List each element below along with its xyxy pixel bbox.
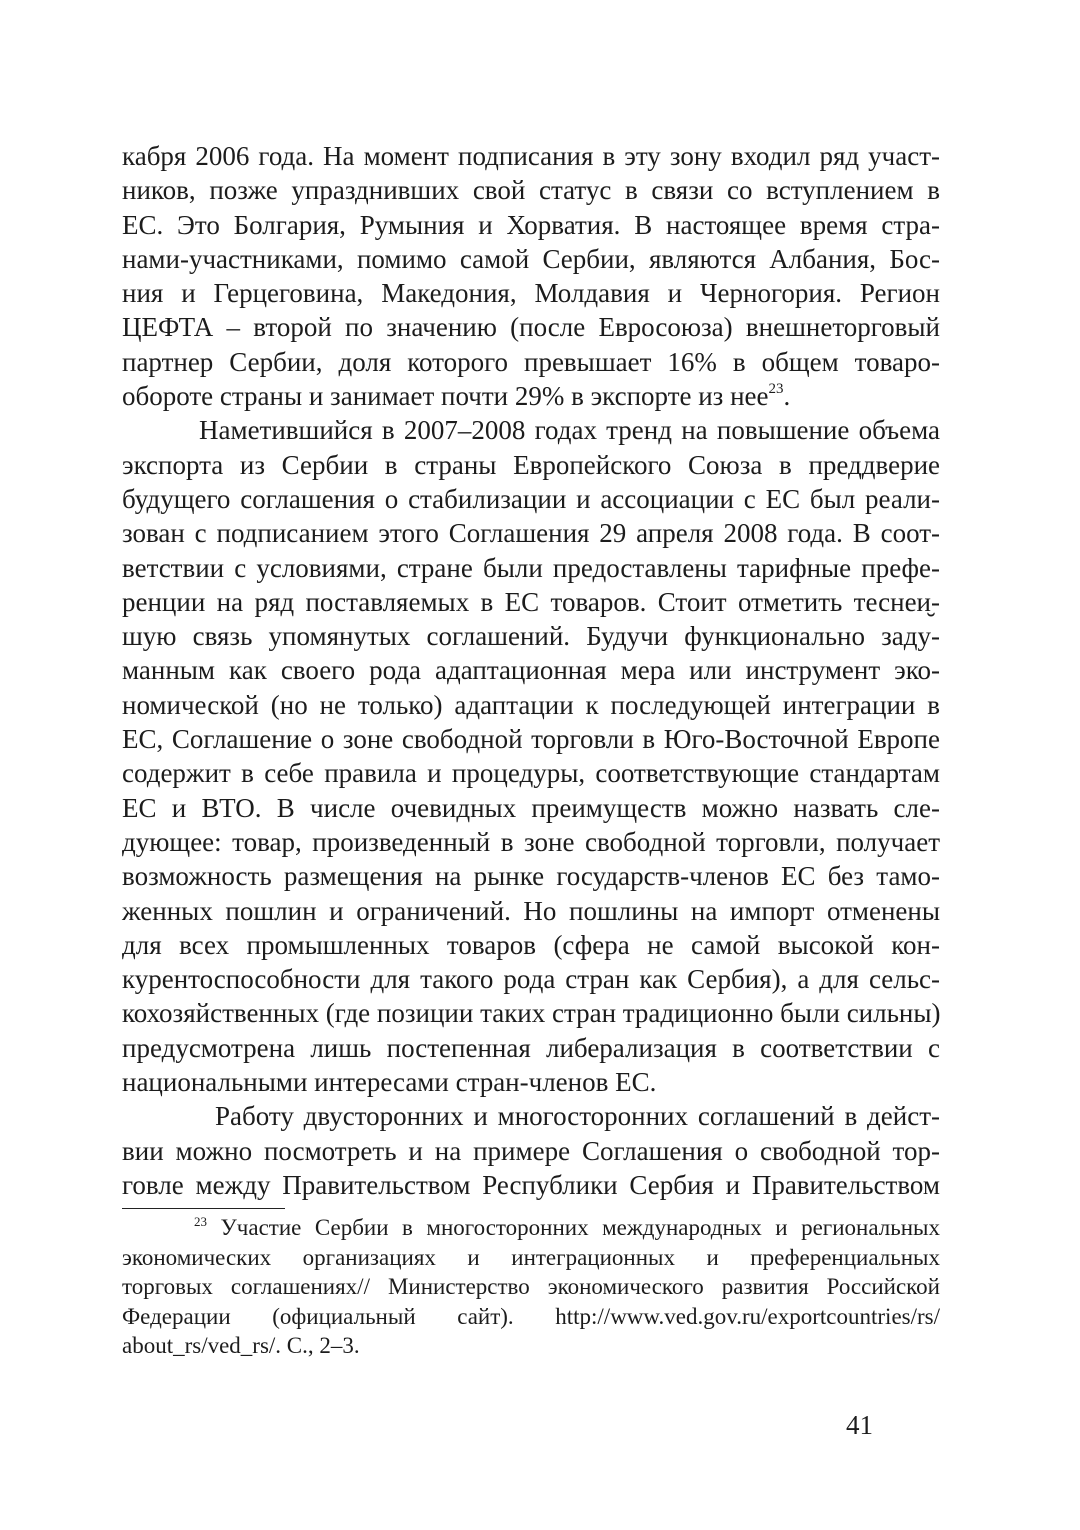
text-line: ЦЕФТА – второй по значению (после Евросоюза) внешнеторговый	[122, 312, 940, 343]
footnote-line: about_rs/ved_rs/. С., 2–3.	[122, 1333, 360, 1358]
text-line: для всех промышленных товаров (сфера не самой высокой кон-	[122, 929, 940, 960]
footnote-text: Участие Сербии в многосторонних международных и региональных	[220, 1215, 940, 1240]
main-text	[122, 139, 940, 1202]
text-line: номической (но не только) адаптации к последующей интеграции в	[122, 689, 940, 720]
text-line: нами-участниками, помимо самой Сербии, являются Албания, Бос-	[122, 243, 940, 274]
text-line: дующее: товар, произведенный в зоне свободной торговли, получает	[122, 826, 940, 857]
text-line: женных пошлин и ограничений. Но пошлины на импорт отменены	[122, 895, 940, 926]
text-line: возможность размещения на рынке государств-членов ЕС без тамо-	[122, 861, 940, 892]
text-line: будущего соглашения о стабилизации и ассоциации с ЕС был реали-	[122, 483, 940, 514]
footnote-line-first	[122, 1213, 940, 1243]
text-line: ния и Герцеговина, Македония, Молдавия и Черногория. Регион	[122, 278, 940, 309]
footnote-line: Федерации (официальный сайт). http://www.ved.gov.ru/exportcountries/rs/	[122, 1303, 940, 1329]
text-line: кохозяйственных (где позиции таких стран традиционно были сильны)	[122, 998, 941, 1029]
text-line: говле между Правительством Республики Сербия и Правительством	[122, 1169, 940, 1200]
text-line: зован с подписанием этого Соглашения 29 апреля 2008 года. В соот-	[122, 518, 940, 549]
page-number: 41	[846, 1410, 873, 1440]
footnote	[122, 1213, 940, 1361]
text-line: предусмотрена лишь постепенная либерализация в соответствии с	[122, 1032, 940, 1063]
text-line-with-footnote	[122, 379, 940, 413]
text-line: экспорта из Сербии в страны Европейского Союза в преддверие	[122, 449, 940, 480]
text-line: ников, позже упразднивших свой статус в связи со вступлением в	[122, 175, 940, 206]
sentence-end: .	[783, 381, 791, 412]
text-line: курентоспособности для такого рода стран как Сербия), а для сельс-	[122, 964, 940, 995]
paragraph-start-line: Работу двусторонних и многосторонних соглашений в дейст-	[215, 1101, 940, 1132]
text-line: вии можно посмотреть и на примере Соглашения о свободной тор-	[122, 1135, 940, 1166]
footnote-line: торговых соглашениях// Министерство экономического развития Российской	[122, 1274, 940, 1299]
text-line: ветствии с условиями, стране были предоставлены тарифные префе-	[122, 552, 940, 583]
footnote-separator	[122, 1208, 285, 1209]
footnote-marker: 23	[194, 1214, 207, 1229]
text-line: ренции на ряд поставляемых в ЕС товаров. Стоит отметить теснеи̮-	[122, 586, 940, 617]
text-line: ЕС. Это Болгария, Румыния и Хорватия. В настоящее время стра-	[122, 209, 940, 240]
text-line: национальными интересами стран-членов ЕС.	[122, 1067, 657, 1098]
text-line: манным как своего рода адаптационная мера или инструмент эко-	[122, 655, 940, 686]
text-line: обороте страны и занимает почти 29% в экспорте из нее	[122, 381, 769, 412]
text-line: партнер Сербии, доля которого превышает 16% в общем товаро-	[122, 346, 940, 377]
paragraph-start-line: Наметившийся в 2007–2008 годах тренд на повышение объема	[199, 415, 940, 446]
footnote-reference[interactable]: 23	[768, 381, 784, 398]
text-line: ЕС, Соглашение о зоне свободной торговли в Юго-Восточной Европе	[122, 724, 940, 755]
text-line: содержит в себе правила и процедуры, соответствующие стандартам	[122, 758, 940, 789]
text-line: шую связь упомянутых соглашений. Будучи функционально заду-	[122, 621, 940, 652]
text-line: ЕС и ВТО. В числе очевидных преимуществ можно назвать сле-	[122, 792, 940, 823]
text-line: кабря 2006 года. На момент подписания в эту зону входил ряд участ-	[122, 141, 940, 171]
footnote-line: экономических организациях и интеграционных и преференциальных	[122, 1244, 940, 1270]
